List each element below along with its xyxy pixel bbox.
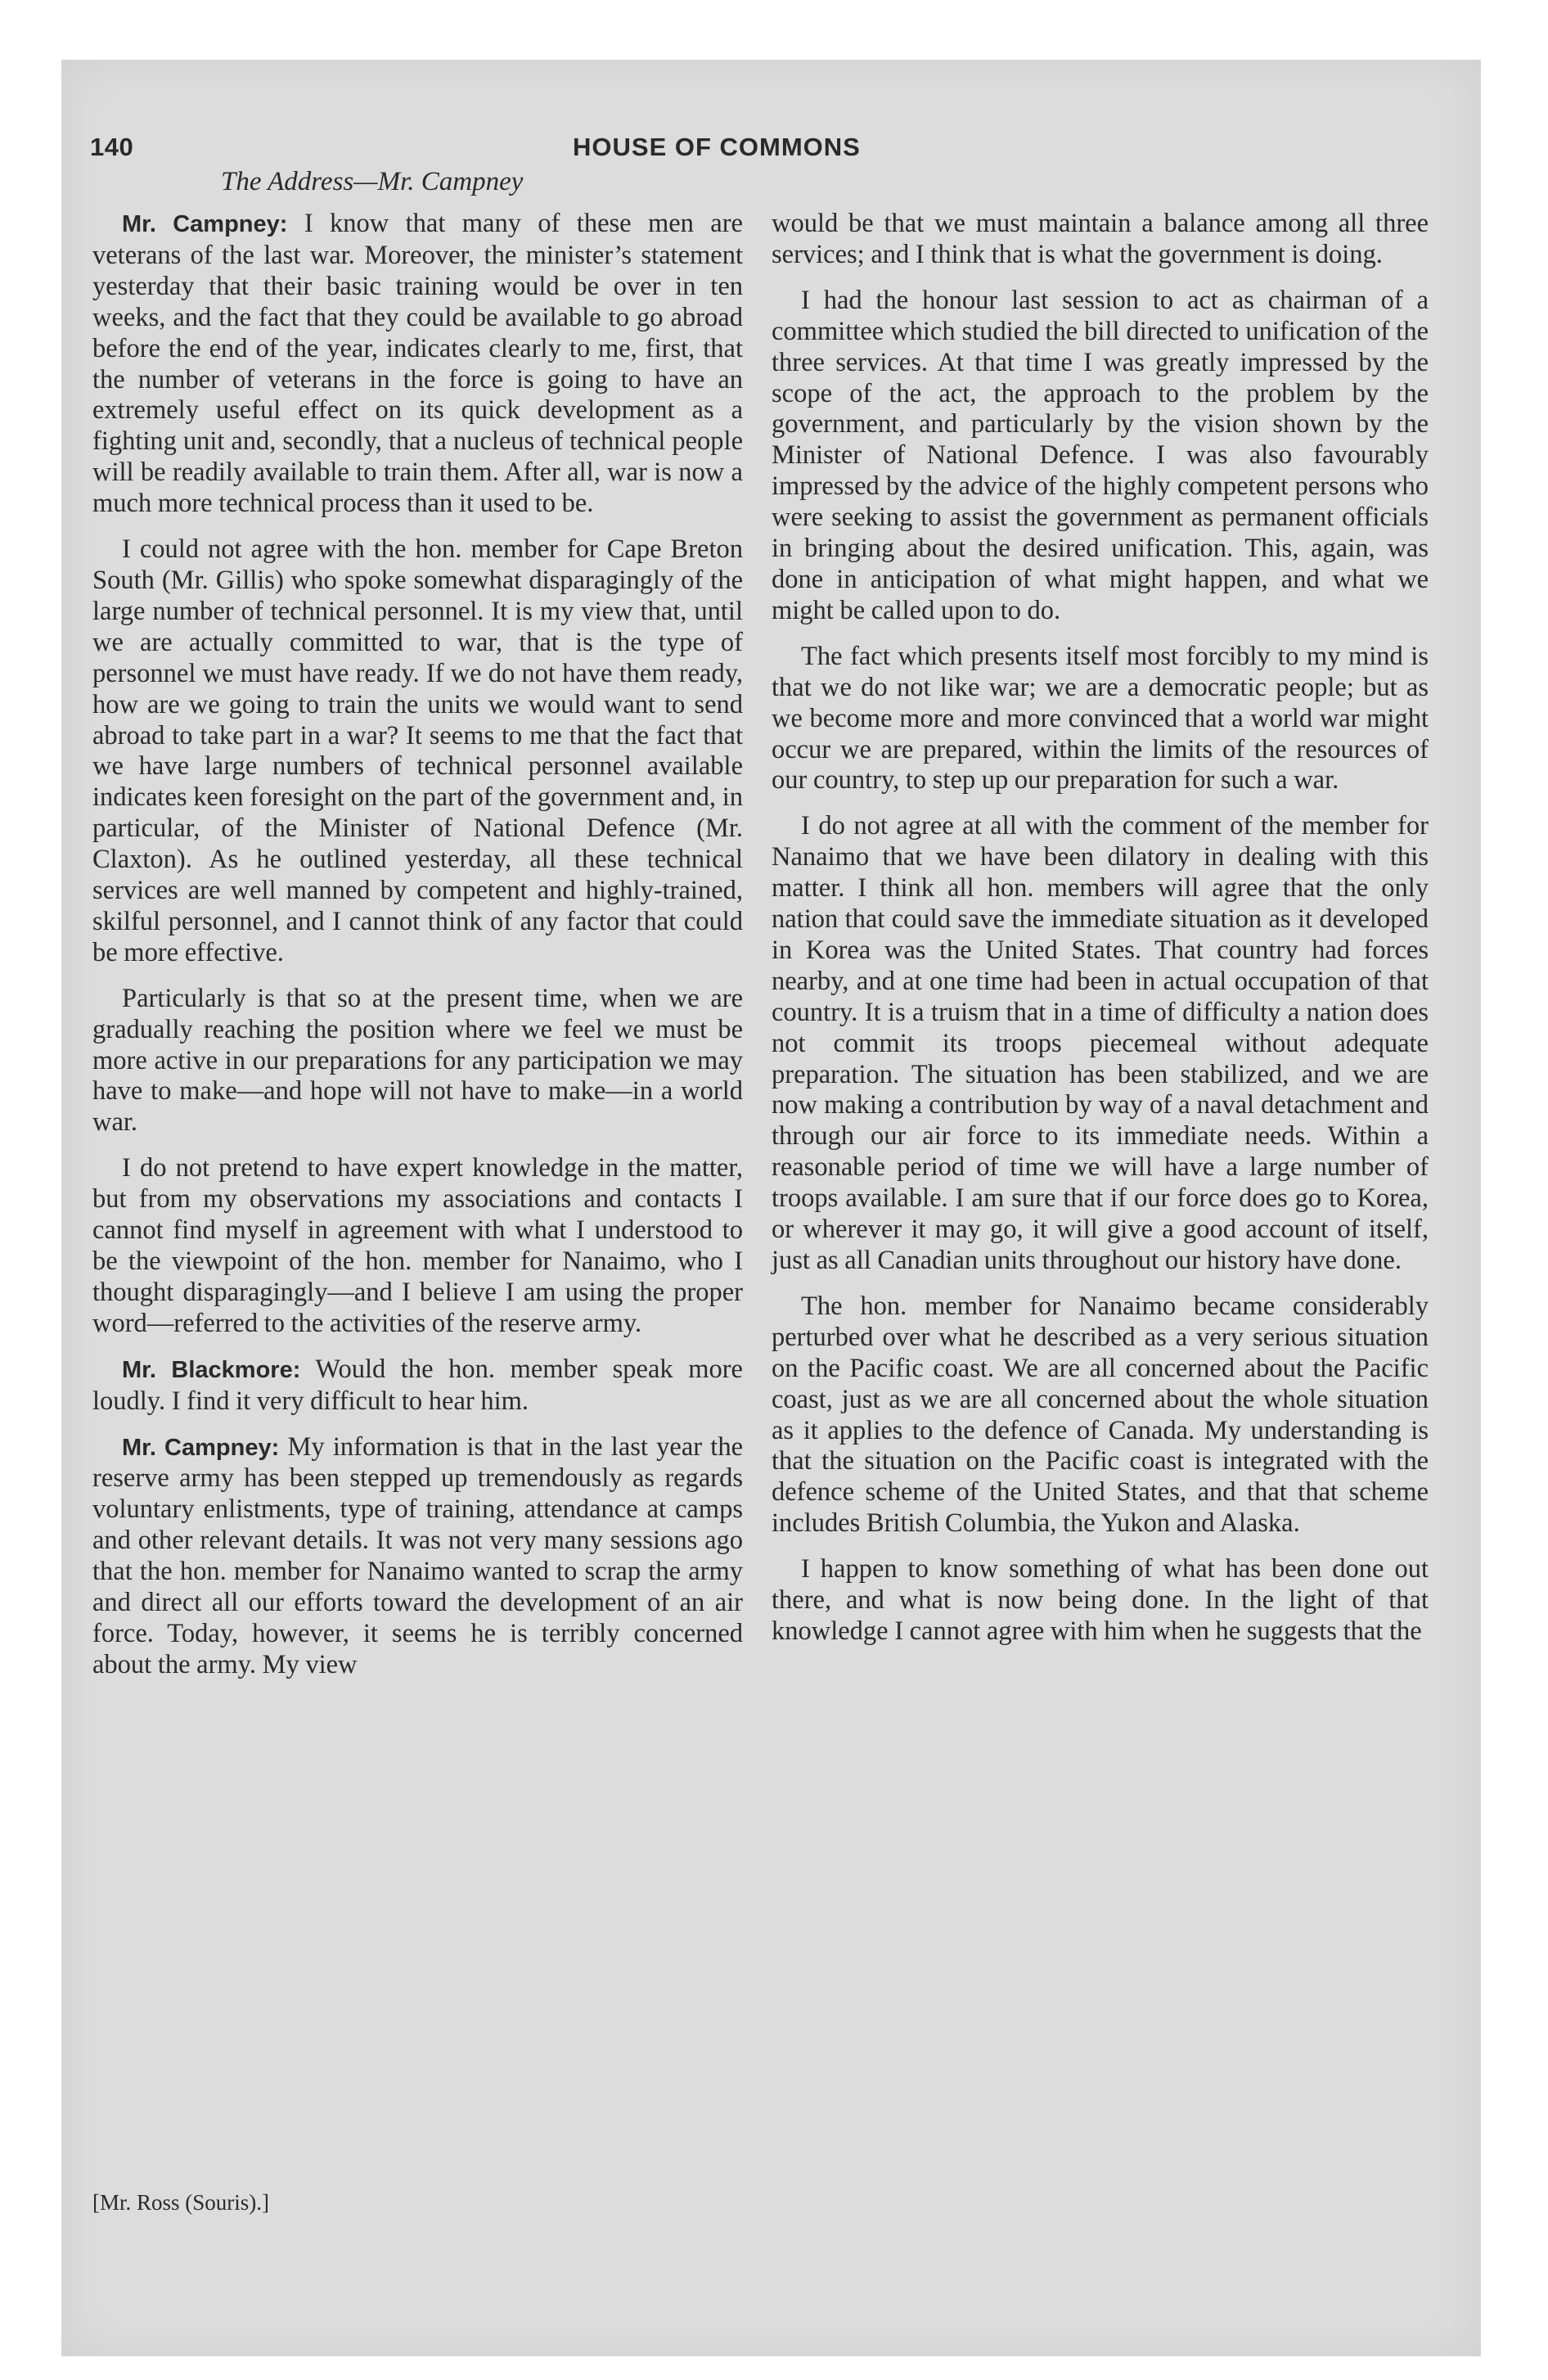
paragraph <box>772 286 1429 627</box>
paragraph-text: I happen to know something of what has been done out there, and what is now being done. In the light of that knowledge I cannot agree with him when he suggests that the <box>772 1554 1429 1646</box>
paragraph-continued <box>772 209 1429 271</box>
page-number: 140 <box>90 133 134 161</box>
paragraph-text: Would the hon. member speak more loudly. I find it very difficult to hear him. <box>92 1354 743 1416</box>
paragraph <box>92 1153 743 1339</box>
paragraph-text: would be that we must maintain a balance among all three services; and I think that is what the government is doing. <box>772 209 1429 269</box>
paragraph-text: I do not agree at all with the comment of the member for Nanaimo that we have been dilatory in dealing with this matter. I think all hon. members will agree that the only nation that could save the immediate situation as it developed in Korea was the United States. That country had forces nearby, and at one time had been in actual occupation of that country. It is a truism that in a time of difficulty a nation does not commit its troops piecemeal without adequate preparation. The situation has been stabilized, and we are now making a contribution by way of a naval detachment and through our air force to its immediate needs. Within a reasonable period of time we will have a large number of troops available. I am sure that if our force does go to Korea, or wherever it may go, it will give a good account of itself, just as all Canadian units throughout our history have done. <box>772 811 1429 1275</box>
paragraph <box>92 984 743 1139</box>
paragraph-text: I could not agree with the hon. member for Cape Breton South (Mr. Gillis) who spoke somewhat disparagingly of the large number of technical personnel. It is my view that, until we are actually committed to war, that is the type of personnel we must have ready. If we do not have them ready, how are we going to train the units we would want to send abroad to take part in a war? It seems to me that the fact that we have large numbers of technical personnel available indicates keen foresight on the part of the government and, in particular, of the Minister of National Defence (Mr. Claxton). As he outlined yesterday, all these technical services are well manned by competent and highly-trained, skilful personnel, and I cannot think of any factor that could be more effective. <box>92 534 743 967</box>
speaker-name: Mr. Campney: <box>122 1434 280 1461</box>
paragraph <box>92 1432 743 1681</box>
paragraph <box>772 811 1429 1277</box>
paragraph-text: I had the honour last session to act as chairman of a committee which studied the bill directed to unification of the three services. At that time I was greatly impressed by the scope of the act, the approach to the problem by the government, and particularly by the vision shown by the Minister of National Defence. I was also favourably impressed by the advice of the highly competent persons who were seeking to assist the government as permanent officials in bringing about the desired unification. This, again, was done in anticipation of what might happen, and what we might be called upon to do. <box>772 285 1429 625</box>
paragraph-text: My information is that in the last year the reserve army has been stepped up tremendously as regards voluntary enlistments, type of training, attendance at camps and other relevant details. It was not very many sessions ago that the hon. member for Nanaimo wanted to scrap the army and direct all our efforts toward the development of an air force. Today, however, it seems he is terribly concerned about the army. My view <box>92 1431 744 1679</box>
speaker-name: Mr. Campney: <box>122 211 288 237</box>
paragraph <box>92 534 743 969</box>
paragraph-text: The fact which presents itself most forcibly to my mind is that we do not like war; we are a democratic people; but as we become more and more convinced that a world war might occur we are prepared, within the limits of the resources of our country, to step up our preparation for such a war. <box>772 641 1429 796</box>
right-column <box>772 209 1429 1662</box>
footnote: [Mr. Ross (Souris).] <box>92 2190 270 2215</box>
left-column <box>92 209 743 1696</box>
paragraph-text: I know that many of these men are veterans of the last war. Moreover, the minister’s statement yesterday that their basic training would be over in ten weeks, and the fact that they could be available to go abroad before the end of the year, indicates clearly to me, first, that the number of veterans in the force is going to have an extremely useful effect on its quick development as a fighting unit and, secondly, that a nucleus of technical people will be readily available to train them. After all, war is now a much more technical process than it used to be. <box>92 209 743 519</box>
page-title: HOUSE OF COMMONS <box>573 133 861 161</box>
paragraph <box>772 642 1429 797</box>
paragraph-text: The hon. member for Nanaimo became considerably perturbed over what he described as a very serious situation on the Pacific coast. We are all concerned about the Pacific coast, just as we are all concerned about the whole situation as it applies to the defence of Canada. My understanding is that the situation on the Pacific coast is integrated with the defence scheme of the United States, and that that scheme includes British Columbia, the Yukon and Alaska. <box>772 1291 1429 1539</box>
paragraph <box>772 1554 1429 1648</box>
running-head: The Address—Mr. Campney <box>221 167 524 196</box>
paragraph-text: I do not pretend to have expert knowledge in the matter, but from my observations my associations and contacts I cannot find myself in agreement with what I understood to be the viewpoint of the hon. member for Nanaimo, who I thought disparagingly—and I believe I am using the proper word—referred to the activities of the reserve army. <box>92 1153 743 1338</box>
speaker-name: Mr. Blackmore: <box>122 1356 301 1383</box>
paragraph <box>92 209 743 520</box>
paragraph-text: Particularly is that so at the present time, when we are gradually reaching the position where we feel we must be more active in our preparations for any participation we may have to make—and hope will not have to make—in a world war. <box>92 983 743 1138</box>
paragraph <box>92 1355 743 1418</box>
paragraph <box>772 1291 1429 1539</box>
